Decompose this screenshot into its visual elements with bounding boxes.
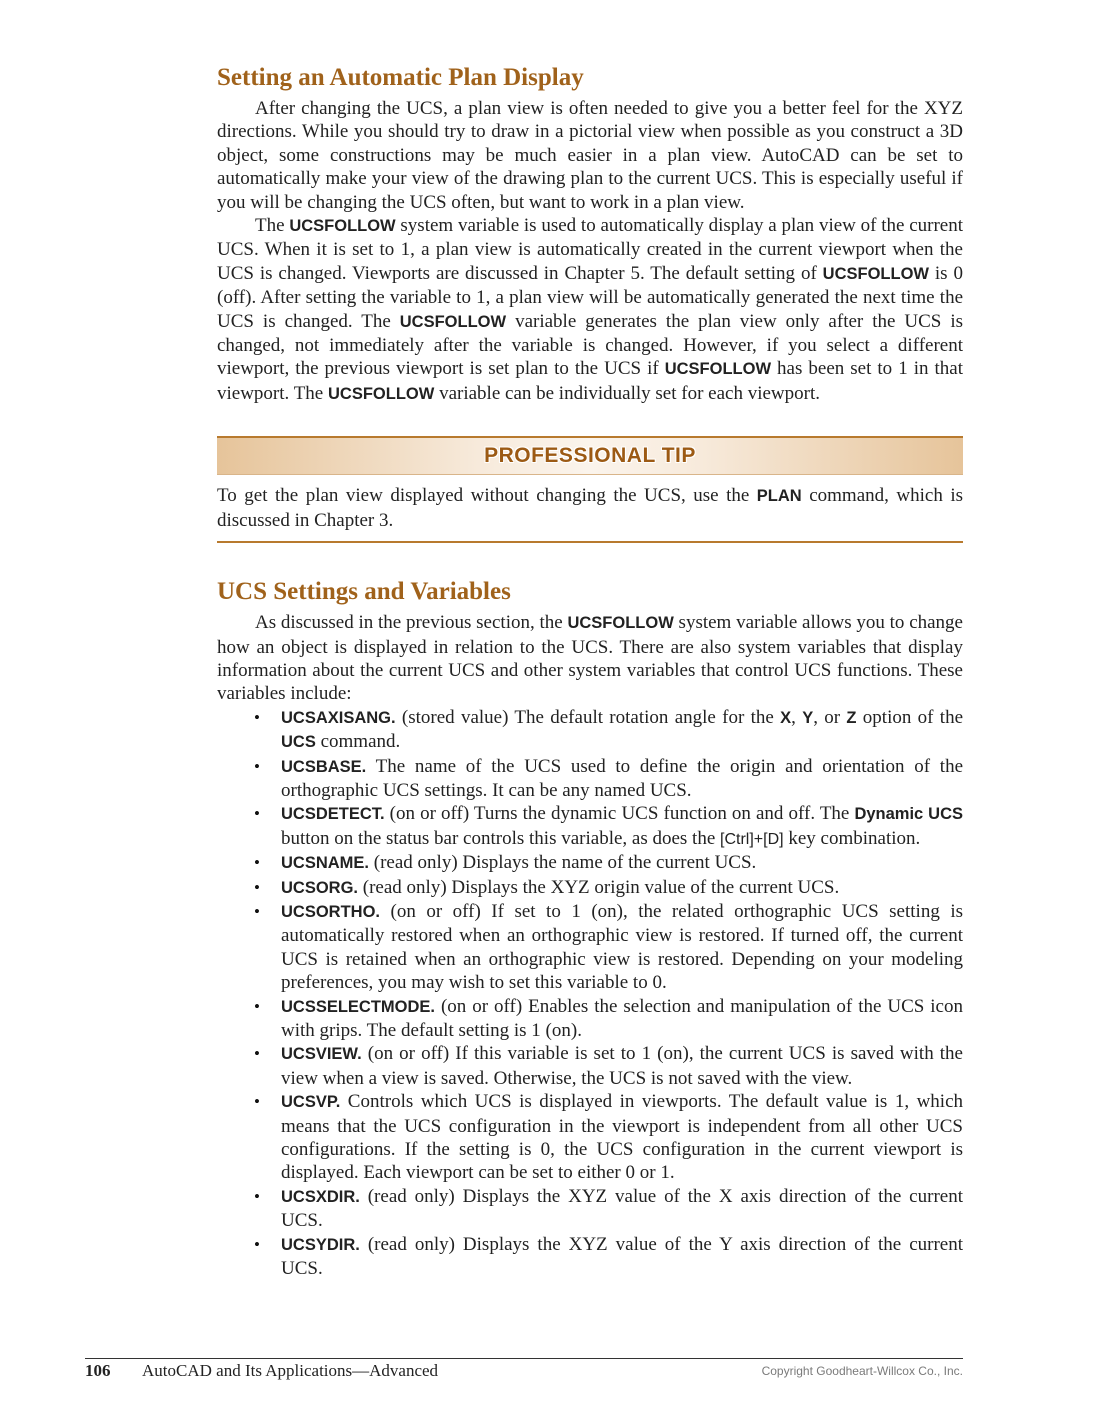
bullet-icon: • — [254, 1234, 260, 1254]
bullet-icon: • — [254, 853, 260, 873]
list-item-ucsaxisang: • UCSAXISANG. (stored value) The default rotation angle for the X, Y, or Z option of the UCS command. — [254, 706, 964, 753]
professional-tip-body — [217, 475, 963, 543]
professional-tip-title: PROFESSIONAL TIP — [484, 444, 696, 468]
book-title: AutoCAD and Its Applications—Advanced — [142, 1361, 439, 1380]
list-item-ucsselectmode: • UCSSELECTMODE. (on or off) Enables the selection and manipulation of the UCS icon with grips. The default setting is 1 (on). — [254, 995, 963, 1041]
keyword-ucsfollow: UCSFOLLOW — [664, 360, 772, 379]
variable-list — [217, 706, 963, 1281]
bullet-icon: • — [254, 1186, 260, 1206]
bullet-icon: • — [254, 996, 260, 1016]
list-item-ucsorg: • UCSORG. (read only) Displays the XYZ origin value of the current UCS. — [254, 876, 840, 898]
keyword-ucsfollow: UCSFOLLOW — [399, 312, 507, 331]
copyright-notice: Copyright Goodheart-Willcox Co., Inc. — [761, 1364, 963, 1378]
paragraph-ucsfollow: The UCSFOLLOW system variable is used to automatically display a plan view of the current UCS. When it is set to 1, a plan view is automatically created in the current viewport when the UCS is changed. Viewports are discussed in Chapter 5. The default setting of UCSFOLLOW is 0 (off). After setting the variable to 1, a plan view will be automatically generated the next time the UCS is changed. The UCSFOLLOW variable generates the plan view only after the UCS is changed, not immediately after the variable is changed. However, if you select a different viewport, the previous viewport is set plan to the UCS if UCSFOLLOW has been set to 1 in that viewport. The UCSFOLLOW variable can be individually set for each viewport. — [217, 215, 963, 404]
list-item-ucsortho: • UCSORTHO. (on or off) If set to 1 (on), the related orthographic UCS setting is automatically restored when an orthographic view is restored. If turned off, the current UCS is retained when an orthographic view is restored. Depending on your modeling preferences, you may wish to set this variable to 0. — [254, 900, 963, 994]
dynamic-ucs-button-label: Dynamic UCS — [854, 805, 963, 824]
professional-tip-text: To get the plan view displayed without changing the UCS, use the PLAN command, which is discussed in Chapter 3. — [217, 485, 963, 531]
bullet-icon: • — [254, 756, 260, 776]
list-item-ucsbase: • UCSBASE. The name of the UCS used to define the origin and orientation of the orthographic UCS settings. It can be any named UCS. — [254, 755, 963, 801]
paragraph-ucs-settings-intro: As discussed in the previous section, the UCSFOLLOW system variable allows you to change how an object is displayed in relation to the UCS. There are also system variables that display information about the current UCS and other system variables that control UCS functions. These variables include: — [217, 612, 963, 705]
page-number: 106 — [85, 1361, 111, 1380]
bullet-icon: • — [254, 1092, 260, 1112]
list-item-ucsxdir: • UCSXDIR. (read only) Displays the XYZ value of the X axis direction of the current UCS. — [254, 1185, 963, 1232]
list-item-ucsydir: • UCSYDIR. (read only) Displays the XYZ value of the Y axis direction of the current UCS. — [254, 1233, 963, 1280]
bullet-icon: • — [254, 877, 260, 897]
bullet-icon: • — [254, 707, 260, 727]
section-heading-ucs-settings: UCS Settings and Variables — [217, 578, 511, 606]
list-item-ucsvp: • UCSVP. Controls which UCS is displayed in viewports. The default value is 1, which means that the UCS configuration in the viewport is independent from all other UCS configurations. If the setting is 0, the UCS configuration in the current viewport is displayed. Each viewport can be set to either 0 or 1. — [254, 1091, 963, 1184]
page-content — [217, 62, 963, 1280]
bullet-icon: • — [254, 901, 260, 921]
keyboard-shortcut: [Ctrl]+[D] — [720, 830, 784, 848]
list-item-ucsdetect: • UCSDETECT. (on or off) Turns the dynamic UCS function on and off. The Dynamic UCS button on the status bar controls this variable, as does the [Ctrl]+[D] key combination. — [254, 803, 963, 849]
list-item-ucsview: • UCSVIEW. (on or off) If this variable is set to 1 (on), the current UCS is saved with the view when a view is saved. Otherwise, the UCS is not saved with the view. — [254, 1043, 963, 1089]
bullet-icon: • — [254, 1044, 260, 1064]
keyword-ucsfollow: UCSFOLLOW — [822, 264, 929, 283]
page-footer — [85, 1358, 963, 1383]
list-item-ucsname: • UCSNAME. (read only) Displays the name of the current UCS. — [254, 852, 757, 874]
professional-tip-header — [217, 436, 963, 475]
keyword-ucsfollow: UCSFOLLOW — [289, 217, 396, 236]
keyword-plan: PLAN — [756, 487, 802, 506]
section-heading-automatic-plan-display: Setting an Automatic Plan Display — [217, 64, 584, 91]
bullet-icon: • — [254, 804, 260, 824]
professional-tip-box — [217, 436, 963, 543]
keyword-ucsfollow: UCSFOLLOW — [567, 614, 674, 633]
keyword-ucsfollow: UCSFOLLOW — [328, 384, 435, 403]
paragraph-plan-view-intro: After changing the UCS, a plan view is often needed to give you a better feel for the XYZ directions. While you should try to draw in a pictorial view when possible as you construct a 3D object, some constructions may be much easier in a plan view. AutoCAD can be set to automatically make your view of the drawing plan to the current UCS. This is especially useful if you will be changing the UCS often, but want to work in a plan view. — [217, 98, 963, 213]
